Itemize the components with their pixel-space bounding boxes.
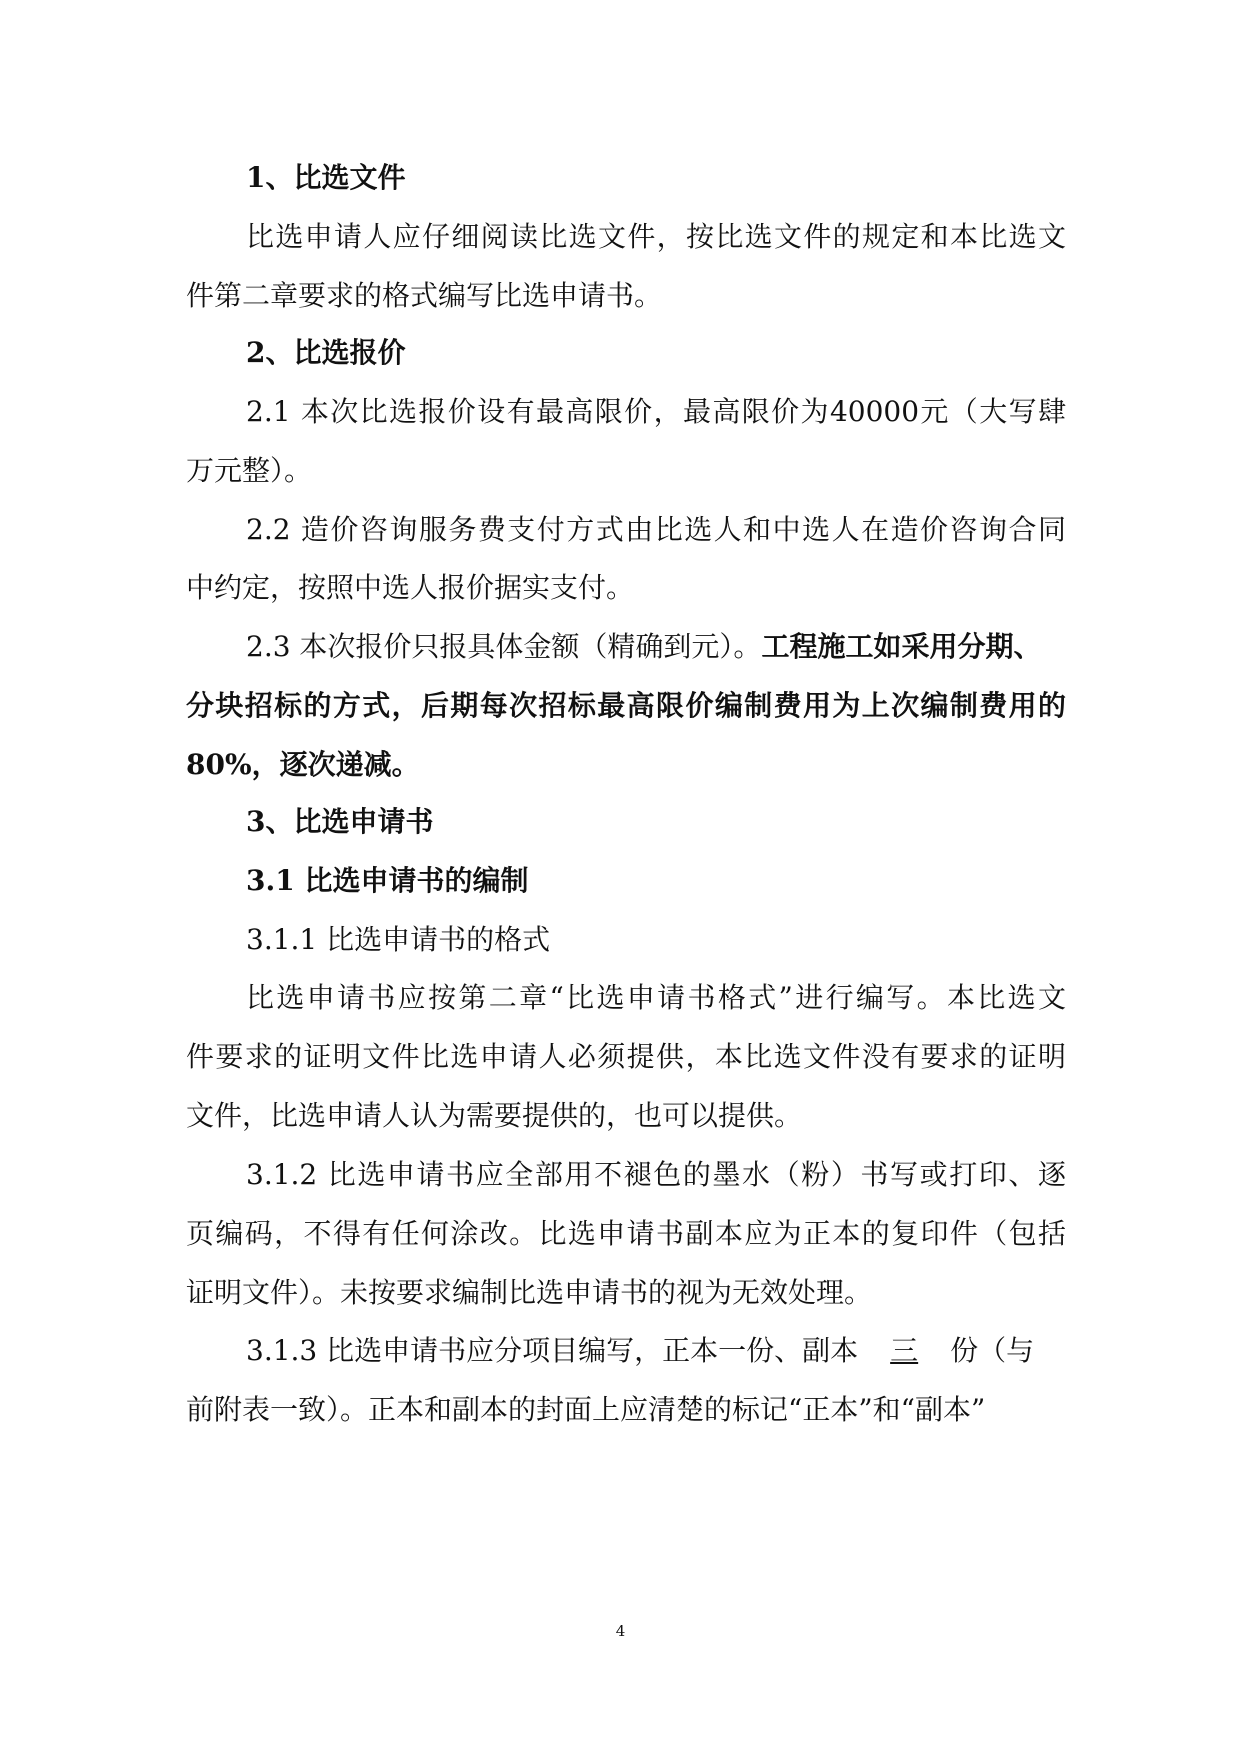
section-1-paragraph-line-2: 件第二章要求的格式编写比选申请书。 (186, 279, 663, 312)
clause-3-1-1-line-1: 比选申请书应按第二章“比选申请书格式”进行编写。本比选文 (246, 981, 1066, 1014)
clause-2-1-line-2: 万元整）。 (186, 454, 313, 487)
clause-2-3-line-2: 分块招标的方式，后期每次招标最高限价编制费用为上次编制费用的 (186, 689, 1066, 722)
clause-3-1-2-line-2: 页编码，不得有任何涂改。比选申请书副本应为正本的复印件（包括 (186, 1217, 1066, 1250)
clause-2-1-line-1: 2.1 本次比选报价设有最高限价，最高限价为40000元（大写肆 (246, 395, 1066, 428)
clause-2-3-normal-text: 2.3 本次报价只报具体金额（精确到元）。 (246, 630, 762, 663)
clause-2-3-line-1 (246, 627, 1041, 667)
subsection-3-1-1-heading: 3.1.1 比选申请书的格式 (246, 923, 551, 956)
clause-3-1-3-text-before-blank: 3.1.3 比选申请书应分项目编写，正本一份、副本 (246, 1334, 859, 1367)
clause-2-3-line-3: 80%，逐次递减。 (186, 748, 420, 781)
copies-count-blank: 三 (890, 1334, 919, 1367)
section-1-paragraph-line-1: 比选申请人应仔细阅读比选文件，按比选文件的规定和本比选文 (246, 220, 1066, 253)
section-3-heading: 3、比选申请书 (246, 805, 434, 838)
clause-2-3-bold-text-start: 工程施工如采用分期、 (761, 630, 1042, 663)
clause-2-2-line-1: 2.2 造价咨询服务费支付方式由比选人和中选人在造价咨询合同 (246, 513, 1066, 546)
clause-2-2-line-2: 中约定，按照中选人报价据实支付。 (186, 571, 635, 604)
page-number: 4 (615, 1622, 626, 1640)
clause-3-1-1-line-3: 文件，比选申请人认为需要提供的，也可以提供。 (186, 1099, 803, 1132)
clause-3-1-3-line-1 (246, 1331, 1034, 1371)
clause-3-1-2-line-3: 证明文件）。未按要求编制比选申请书的视为无效处理。 (186, 1276, 873, 1309)
clause-3-1-3-line-2: 前附表一致）。正本和副本的封面上应清楚的标记“正本”和“副本” (186, 1393, 986, 1426)
section-2-heading: 2、比选报价 (246, 336, 406, 369)
subsection-3-1-heading: 3.1 比选申请书的编制 (246, 864, 529, 897)
clause-3-1-2-line-1: 3.1.2 比选申请书应全部用不褪色的墨水（粉）书写或打印、逐 (246, 1158, 1066, 1191)
section-1-heading: 1、比选文件 (246, 161, 406, 194)
clause-3-1-3-text-after-blank: 份（与 (950, 1334, 1035, 1367)
clause-3-1-1-line-2: 件要求的证明文件比选申请人必须提供，本比选文件没有要求的证明 (186, 1040, 1066, 1073)
